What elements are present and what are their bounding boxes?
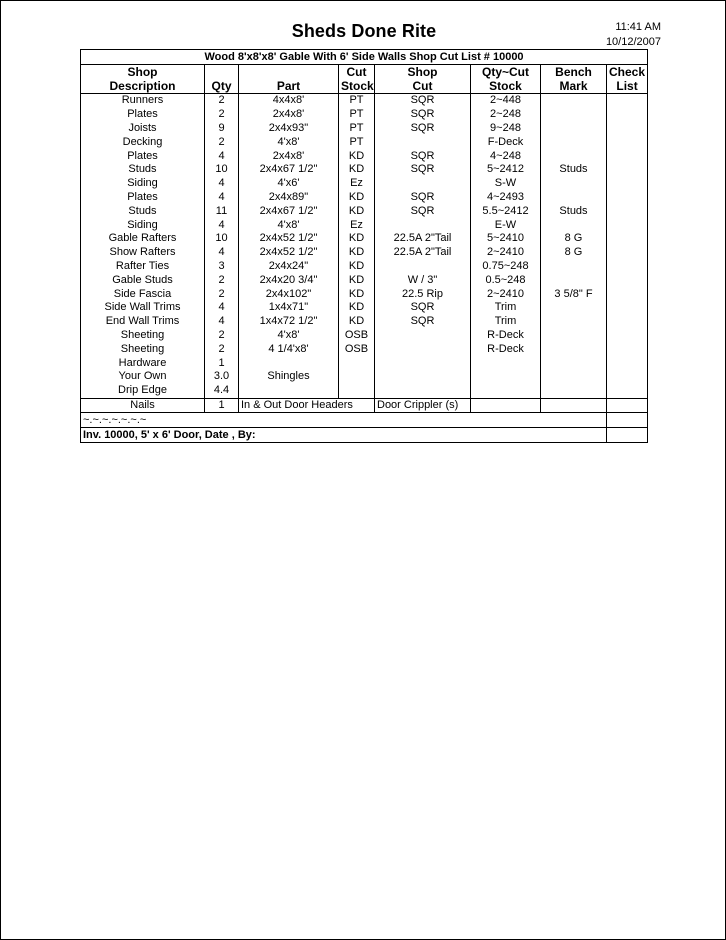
cell-qty: 2 (205, 342, 239, 356)
cell-bench-mark (541, 177, 607, 191)
report-title: Sheds Done Rite (291, 21, 437, 41)
table-row (81, 218, 648, 232)
header-shop-description-line2: Description (109, 79, 176, 93)
header-qty-cut-stock-line1: Qty~Cut (481, 65, 529, 79)
cell-qty: 4 (205, 191, 239, 205)
table-row (81, 329, 648, 343)
cell-shop-cut: W / 3" (375, 273, 471, 287)
cell-qty: 4 (205, 246, 239, 260)
cell-qty: 9 (205, 122, 239, 136)
report-time: 11:41 AM (615, 21, 661, 33)
cell-qty-cut-stock: R-Deck (471, 329, 541, 343)
header-bench-mark (541, 65, 607, 94)
nails-part: In & Out Door Headers (239, 398, 375, 413)
cell-qty-cut-stock: 4~2493 (471, 191, 541, 205)
cell-cut-stock: KD (339, 301, 375, 315)
cell-bench-mark (541, 356, 607, 370)
cell-shop-description: Sheeting (81, 329, 205, 343)
cell-part: 4'x8' (239, 135, 339, 149)
cell-shop-cut: SQR (375, 191, 471, 205)
cell-bench-mark (541, 329, 607, 343)
cell-check-list (607, 191, 648, 205)
cell-bench-mark: 8 G (541, 246, 607, 260)
notes-check (607, 413, 648, 428)
cell-bench-mark (541, 135, 607, 149)
cell-check-list (607, 301, 648, 315)
notes-row (81, 413, 648, 428)
cell-shop-cut: SQR (375, 315, 471, 329)
cell-bench-mark: 8 G (541, 232, 607, 246)
cell-qty-cut-stock (471, 370, 541, 384)
cell-shop-description: Plates (81, 149, 205, 163)
footer-invoice-line: Inv. 10000, 5' x 6' Door, Date , By: (81, 428, 607, 443)
cell-shop-description: Hardware (81, 356, 205, 370)
header-qty-cut-stock (471, 65, 541, 94)
cell-shop-cut (375, 177, 471, 191)
cell-check-list (607, 384, 648, 398)
header-bench-mark-line2: Mark (559, 79, 588, 93)
cell-qty-cut-stock: 2~248 (471, 108, 541, 122)
nails-cut-stock (471, 398, 541, 413)
cell-part: 4'x8' (239, 329, 339, 343)
table-row (81, 135, 648, 149)
header-check-list (607, 65, 648, 94)
cell-qty-cut-stock: 2~2410 (471, 246, 541, 260)
nails-description: Nails (81, 398, 205, 413)
cell-shop-cut (375, 135, 471, 149)
table-row (81, 122, 648, 136)
cell-shop-cut: SQR (375, 122, 471, 136)
cell-part: 2x4x67 1/2" (239, 163, 339, 177)
header-qty (205, 65, 239, 94)
column-header-row (81, 65, 648, 94)
cell-part: 2x4x8' (239, 108, 339, 122)
cell-shop-cut: SQR (375, 108, 471, 122)
cell-qty: 11 (205, 204, 239, 218)
cell-part: 4 1/4'x8' (239, 342, 339, 356)
nails-row (81, 398, 648, 413)
report-date: 10/12/2007 (605, 36, 661, 48)
cell-qty-cut-stock: Trim (471, 315, 541, 329)
cell-bench-mark: Studs (541, 163, 607, 177)
cell-cut-stock: Ez (339, 218, 375, 232)
cell-shop-description: Siding (81, 218, 205, 232)
cell-shop-cut: SQR (375, 301, 471, 315)
header-shop-cut-line1: Shop (407, 65, 438, 79)
cell-cut-stock: PT (339, 122, 375, 136)
cell-part: 2x4x20 3/4" (239, 273, 339, 287)
cell-shop-cut: SQR (375, 204, 471, 218)
cell-check-list (607, 356, 648, 370)
table-row (81, 232, 648, 246)
cell-shop-cut: 22.5A 2"Tail (375, 246, 471, 260)
cell-cut-stock: KD (339, 149, 375, 163)
cell-qty-cut-stock (471, 356, 541, 370)
cell-check-list (607, 315, 648, 329)
cell-qty-cut-stock: E-W (471, 218, 541, 232)
cell-cut-stock: KD (339, 273, 375, 287)
cell-cut-stock: KD (339, 287, 375, 301)
cell-bench-mark: Studs (541, 204, 607, 218)
footer-check (607, 428, 648, 443)
table-row (81, 301, 648, 315)
cell-part: 2x4x52 1/2" (239, 246, 339, 260)
cell-check-list (607, 163, 648, 177)
cell-qty: 2 (205, 94, 239, 108)
cell-check-list (607, 273, 648, 287)
cell-cut-stock: OSB (339, 329, 375, 343)
cell-shop-cut (375, 384, 471, 398)
cell-bench-mark (541, 273, 607, 287)
cell-part: 4'x6' (239, 177, 339, 191)
cell-part: 2x4x67 1/2" (239, 204, 339, 218)
cell-shop-description: Sheeting (81, 342, 205, 356)
cell-cut-stock: Ez (339, 177, 375, 191)
cell-qty-cut-stock: 0.75~248 (471, 260, 541, 274)
cell-shop-cut: SQR (375, 163, 471, 177)
cell-shop-description: Gable Rafters (81, 232, 205, 246)
header-check-list-line2: List (616, 79, 638, 93)
cell-part: 1x4x71" (239, 301, 339, 315)
cell-part: Shingles (239, 370, 339, 384)
cell-cut-stock: OSB (339, 342, 375, 356)
cell-shop-description: Plates (81, 191, 205, 205)
cell-qty: 1 (205, 356, 239, 370)
table-row (81, 273, 648, 287)
cell-shop-cut: SQR (375, 149, 471, 163)
table-row (81, 94, 648, 108)
cell-qty: 4 (205, 149, 239, 163)
cell-check-list (607, 287, 648, 301)
cell-shop-cut (375, 356, 471, 370)
nails-bench-mark (541, 398, 607, 413)
cell-bench-mark (541, 122, 607, 136)
cell-qty-cut-stock: Trim (471, 301, 541, 315)
header-shop-cut (375, 65, 471, 94)
cell-part: 2x4x102" (239, 287, 339, 301)
table-row (81, 246, 648, 260)
nails-qty: 1 (205, 398, 239, 413)
table-row (81, 163, 648, 177)
cell-qty: 4 (205, 301, 239, 315)
cell-qty: 2 (205, 287, 239, 301)
cell-shop-cut (375, 260, 471, 274)
cell-qty: 2 (205, 329, 239, 343)
cell-qty: 2 (205, 273, 239, 287)
cell-shop-cut: 22.5 Rip (375, 287, 471, 301)
cell-check-list (607, 149, 648, 163)
cell-part (239, 384, 339, 398)
cell-qty: 10 (205, 163, 239, 177)
cell-shop-description: Joists (81, 122, 205, 136)
cell-qty-cut-stock: 5~2410 (471, 232, 541, 246)
cut-list-banner: Wood 8'x8'x8' Gable With 6' Side Walls Shop Cut List # 10000 (81, 50, 648, 65)
cell-check-list (607, 342, 648, 356)
cell-check-list (607, 108, 648, 122)
cell-check-list (607, 260, 648, 274)
table-row (81, 177, 648, 191)
header-cut-stock-line2: Stock (341, 79, 374, 93)
cell-cut-stock (339, 370, 375, 384)
cell-shop-description: Runners (81, 94, 205, 108)
cell-check-list (607, 329, 648, 343)
cell-bench-mark (541, 94, 607, 108)
cell-shop-description: Plates (81, 108, 205, 122)
cell-check-list (607, 204, 648, 218)
header-qty-cut-stock-line2: Stock (489, 79, 522, 93)
cell-bench-mark (541, 218, 607, 232)
cell-qty: 10 (205, 232, 239, 246)
cell-check-list (607, 370, 648, 384)
cell-qty-cut-stock: R-Deck (471, 342, 541, 356)
cell-cut-stock (339, 384, 375, 398)
cell-check-list (607, 122, 648, 136)
cell-part: 2x4x8' (239, 149, 339, 163)
header-cut-stock-line1: Cut (346, 65, 367, 79)
cell-qty-cut-stock: F-Deck (471, 135, 541, 149)
cell-shop-description: Studs (81, 204, 205, 218)
cell-shop-description: Side Wall Trims (81, 301, 205, 315)
cell-part: 2x4x89" (239, 191, 339, 205)
cell-qty-cut-stock: 9~248 (471, 122, 541, 136)
cell-bench-mark (541, 315, 607, 329)
cell-bench-mark (541, 149, 607, 163)
cell-qty: 4 (205, 315, 239, 329)
cell-check-list (607, 218, 648, 232)
cell-qty-cut-stock: 2~448 (471, 94, 541, 108)
cell-check-list (607, 246, 648, 260)
table-row (81, 204, 648, 218)
cell-shop-description: Siding (81, 177, 205, 191)
header-check-list-line1: Check (609, 65, 646, 79)
cell-cut-stock: PT (339, 108, 375, 122)
table-row (81, 191, 648, 205)
cell-qty: 2 (205, 135, 239, 149)
cell-shop-description: Gable Studs (81, 273, 205, 287)
cell-shop-cut (375, 218, 471, 232)
cell-qty: 4.4 (205, 384, 239, 398)
header-shop-description-line1: Shop (127, 65, 158, 79)
cell-shop-cut (375, 370, 471, 384)
cell-cut-stock: KD (339, 315, 375, 329)
cell-shop-description: Show Rafters (81, 246, 205, 260)
cell-qty-cut-stock: 5.5~2412 (471, 204, 541, 218)
footer-row (81, 428, 648, 443)
cell-shop-description: Studs (81, 163, 205, 177)
cell-qty-cut-stock: 2~2410 (471, 287, 541, 301)
cell-qty: 3.0 (205, 370, 239, 384)
cell-part: 2x4x24" (239, 260, 339, 274)
header-part-line2: Part (276, 79, 301, 93)
header-shop-description (81, 65, 205, 94)
cell-check-list (607, 177, 648, 191)
cell-qty-cut-stock: S-W (471, 177, 541, 191)
cell-shop-description: Your Own (81, 370, 205, 384)
header-qty-line2: Qty (211, 79, 232, 93)
cell-bench-mark (541, 370, 607, 384)
cell-cut-stock (339, 356, 375, 370)
header-cut-stock (339, 65, 375, 94)
cell-cut-stock: KD (339, 232, 375, 246)
table-row (81, 260, 648, 274)
cell-shop-description: Decking (81, 135, 205, 149)
cell-cut-stock: KD (339, 204, 375, 218)
cell-qty-cut-stock: 4~248 (471, 149, 541, 163)
cell-part: 2x4x93" (239, 122, 339, 136)
table-row (81, 384, 648, 398)
cell-shop-cut: SQR (375, 94, 471, 108)
cell-part (239, 356, 339, 370)
cell-bench-mark: 3 5/8" F (541, 287, 607, 301)
notes-cell: ~.~.~.~.~.~.~ (81, 413, 607, 428)
cell-bench-mark (541, 260, 607, 274)
header-bench-mark-line1: Bench (555, 65, 592, 79)
cell-qty-cut-stock: 5~2412 (471, 163, 541, 177)
cut-list-table (80, 49, 648, 443)
cell-shop-description: End Wall Trims (81, 315, 205, 329)
cell-shop-description: Side Fascia (81, 287, 205, 301)
cell-shop-cut (375, 342, 471, 356)
table-row (81, 149, 648, 163)
cell-qty-cut-stock (471, 384, 541, 398)
cell-shop-cut: 22.5A 2"Tail (375, 232, 471, 246)
table-row (81, 287, 648, 301)
cut-list-body (81, 94, 648, 399)
cell-bench-mark (541, 108, 607, 122)
cell-cut-stock: KD (339, 260, 375, 274)
cell-qty: 4 (205, 218, 239, 232)
cell-check-list (607, 94, 648, 108)
cell-bench-mark (541, 191, 607, 205)
cell-qty: 2 (205, 108, 239, 122)
cell-shop-description: Rafter Ties (81, 260, 205, 274)
cell-cut-stock: KD (339, 246, 375, 260)
header-part (239, 65, 339, 94)
cell-bench-mark (541, 342, 607, 356)
cell-qty-cut-stock: 0.5~248 (471, 273, 541, 287)
nails-shop-cut: Door Crippler (s) (375, 398, 471, 413)
cell-part: 2x4x52 1/2" (239, 232, 339, 246)
cell-cut-stock: KD (339, 163, 375, 177)
cell-part: 1x4x72 1/2" (239, 315, 339, 329)
cell-check-list (607, 232, 648, 246)
header-qty-line1 (207, 65, 236, 79)
table-row (81, 370, 648, 384)
cell-part: 4'x8' (239, 218, 339, 232)
cell-shop-cut (375, 329, 471, 343)
table-row (81, 315, 648, 329)
cell-qty: 3 (205, 260, 239, 274)
table-row (81, 342, 648, 356)
cell-qty: 4 (205, 177, 239, 191)
header-part-line1 (241, 65, 336, 79)
table-row (81, 356, 648, 370)
cell-cut-stock: PT (339, 135, 375, 149)
cell-cut-stock: PT (339, 94, 375, 108)
cell-shop-description: Drip Edge (81, 384, 205, 398)
cell-bench-mark (541, 301, 607, 315)
cell-part: 4x4x8' (239, 94, 339, 108)
table-row (81, 108, 648, 122)
cell-check-list (607, 135, 648, 149)
cell-bench-mark (541, 384, 607, 398)
cell-cut-stock: KD (339, 191, 375, 205)
nails-check (607, 398, 648, 413)
header-shop-cut-line2: Cut (412, 79, 433, 93)
